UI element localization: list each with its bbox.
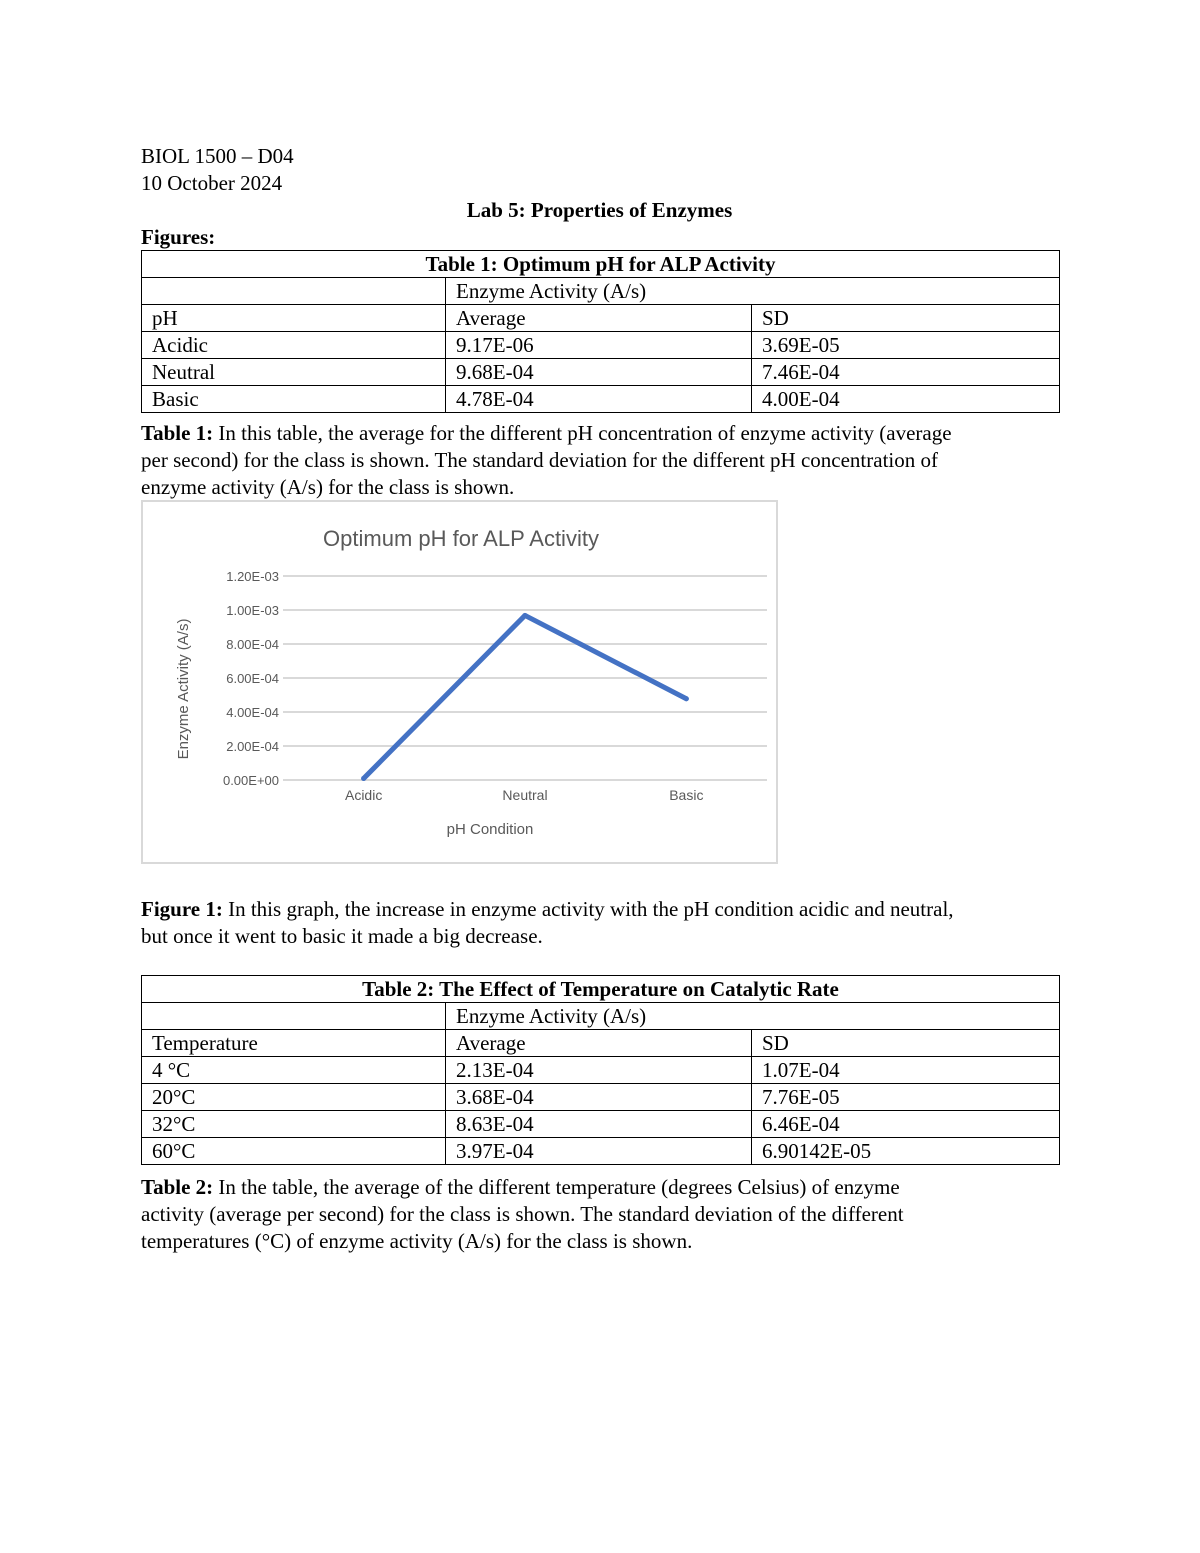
table-row (142, 1057, 1060, 1084)
table-group-header: Enzyme Activity (A/s) (446, 1003, 1060, 1030)
table-group-row (142, 1003, 1060, 1030)
table-cell-empty (142, 278, 446, 305)
table-title-row (142, 976, 1060, 1003)
caption-text: In this graph, the increase in enzyme activity with the pH condition acidic and neutral, (222, 897, 954, 921)
table-group-row (142, 278, 1060, 305)
table-cell: Acidic (142, 332, 446, 359)
table-column-header: Average (446, 1030, 752, 1057)
table-cell: 1.07E-04 (752, 1057, 1060, 1084)
table-row (142, 1111, 1060, 1138)
table-cell: 3.69E-05 (752, 332, 1060, 359)
data-point (684, 696, 689, 701)
table-cell: 7.46E-04 (752, 359, 1060, 386)
table-2-caption (141, 1174, 1066, 1255)
chart-frame (141, 500, 778, 864)
x-tick-label: Acidic (344, 787, 383, 803)
table-row (142, 1138, 1060, 1165)
caption-text: per second) for the class is shown. The standard deviation for the different pH concentration of (141, 448, 938, 472)
table-column-header: SD (752, 305, 1060, 332)
series-line (364, 615, 687, 778)
table-cell: 9.17E-06 (446, 332, 752, 359)
table-cell: 8.63E-04 (446, 1111, 752, 1138)
table-cell: Neutral (142, 359, 446, 386)
table-2 (141, 975, 1060, 1165)
table-cell: 4.00E-04 (752, 386, 1060, 413)
figure-1-caption (141, 896, 1066, 950)
table-cell: 3.97E-04 (446, 1138, 752, 1165)
table-column-header: Average (446, 305, 752, 332)
caption-text: temperatures (°C) of enzyme activity (A/s) for the class is shown. (141, 1229, 693, 1253)
table-1-caption (141, 420, 1066, 501)
table-cell: 3.68E-04 (446, 1084, 752, 1111)
y-tick-label: 4.00E-04 (226, 705, 279, 720)
table-cell: 6.46E-04 (752, 1111, 1060, 1138)
table-title-row (142, 251, 1060, 278)
y-axis-label: Enzyme Activity (A/s) (175, 618, 192, 760)
y-tick-label: 8.00E-04 (226, 637, 279, 652)
table-column-header: Temperature (142, 1030, 446, 1057)
table-row (142, 1084, 1060, 1111)
table-cell: 60°C (142, 1138, 446, 1165)
course-code: BIOL 1500 – D04 (141, 144, 294, 168)
data-point (523, 613, 528, 618)
date: 10 October 2024 (141, 171, 283, 195)
caption-label: Figure 1: (141, 897, 223, 921)
caption-text: but once it went to basic it made a big decrease. (141, 924, 543, 948)
table-column-header: pH (142, 305, 446, 332)
y-tick-label: 1.20E-03 (226, 569, 279, 584)
table-row (142, 359, 1060, 386)
x-tick-label: Basic (669, 787, 704, 803)
y-tick-label: 2.00E-04 (226, 739, 279, 754)
table-header-row (142, 1030, 1060, 1057)
table-cell: 4.78E-04 (446, 386, 752, 413)
caption-label: Table 1: (141, 421, 214, 445)
caption-text: enzyme activity (A/s) for the class is shown. (141, 475, 515, 499)
table-title: Table 1: Optimum pH for ALP Activity (142, 251, 1060, 278)
chart-title: Optimum pH for ALP Activity (323, 526, 599, 551)
y-tick-label: 1.00E-03 (226, 603, 279, 618)
table-cell: 20°C (142, 1084, 446, 1111)
data-point (361, 776, 366, 781)
table-group-header: Enzyme Activity (A/s) (446, 278, 1060, 305)
caption-text: In the table, the average of the different temperature (degrees Celsius) of enzyme (213, 1175, 900, 1199)
table-title: Table 2: The Effect of Temperature on Catalytic Rate (142, 976, 1060, 1003)
table-cell: 32°C (142, 1111, 446, 1138)
table-cell-empty (142, 1003, 446, 1030)
table-column-header: SD (752, 1030, 1060, 1057)
table-cell: 2.13E-04 (446, 1057, 752, 1084)
y-tick-label: 6.00E-04 (226, 671, 279, 686)
caption-text: In this table, the average for the different pH concentration of enzyme activity (average (213, 421, 952, 445)
x-tick-label: Neutral (502, 787, 548, 803)
table-cell: 9.68E-04 (446, 359, 752, 386)
line-chart (143, 502, 780, 866)
table-cell: 4 °C (142, 1057, 446, 1084)
table-cell: 6.90142E-05 (752, 1138, 1060, 1165)
caption-label: Table 2: (141, 1175, 214, 1199)
table-row (142, 332, 1060, 359)
lab-title: Lab 5: Properties of Enzymes (466, 198, 733, 222)
table-1 (141, 250, 1060, 413)
table-header-row (142, 305, 1060, 332)
y-tick-label: 0.00E+00 (222, 773, 279, 788)
x-axis-label: pH Condition (446, 821, 534, 838)
table-cell: Basic (142, 386, 446, 413)
table-row (142, 386, 1060, 413)
caption-text: activity (average per second) for the class is shown. The standard deviation of the different (141, 1202, 904, 1226)
figures-label: Figures: (141, 225, 216, 249)
table-cell: 7.76E-05 (752, 1084, 1060, 1111)
